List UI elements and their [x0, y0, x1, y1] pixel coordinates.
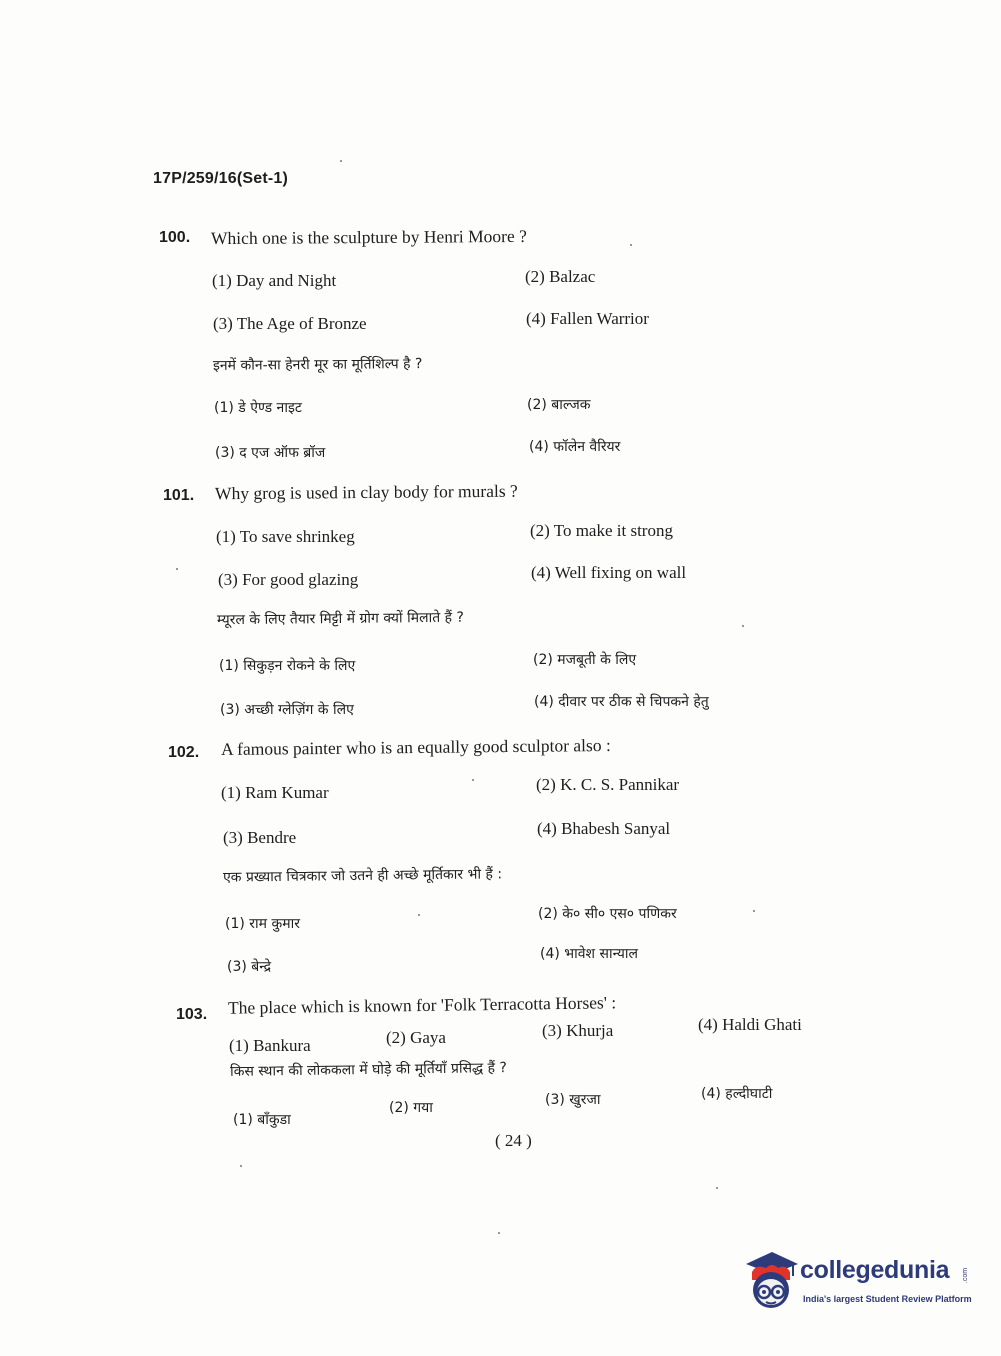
hindi-option-4: (4) फॉलेन वैरियर — [529, 439, 621, 455]
scan-speck — [340, 160, 342, 162]
question-text: Which one is the sculpture by Henri Moore ? — [210, 225, 527, 249]
hindi-option-3: (3) द एज ऑफ ब्रॉज — [215, 445, 326, 461]
hindi-option-1: (1) सिकुड़न रोकने के लिए — [219, 658, 356, 674]
hindi-option-3: (3) खुरजा — [545, 1092, 601, 1108]
brand-tagline: India's largest Student Review Platform — [803, 1294, 972, 1304]
hindi-question-text: म्यूरल के लिए तैयार मिट्टी में ग्रोग क्यों मिलाते हैं ? — [216, 609, 464, 629]
brand-name: collegedunia — [800, 1256, 950, 1284]
hindi-option-4: (4) भावेश सान्याल — [540, 946, 638, 962]
option-2: (2) K. C. S. Pannikar — [536, 775, 680, 794]
scan-speck — [418, 914, 420, 916]
hindi-option-4: (4) हल्दीघाटी — [701, 1086, 773, 1102]
option-2: (2) Gaya — [386, 1028, 446, 1047]
option-1: (1) Day and Night — [212, 271, 337, 290]
scan-speck — [176, 568, 178, 570]
hindi-option-2: (2) के० सी० एस० पणिकर — [538, 906, 677, 922]
hindi-option-4: (4) दीवार पर ठीक से चिपकने हेतु — [534, 694, 709, 710]
option-3: (3) For good glazing — [218, 570, 359, 589]
scan-speck — [753, 910, 755, 912]
hindi-option-3: (3) बेन्द्रे — [227, 959, 272, 975]
question-text: Why grog is used in clay body for murals ? — [214, 480, 518, 504]
option-3: (3) The Age of Bronze — [213, 314, 367, 333]
collegedunia-watermark — [742, 1250, 972, 1312]
option-1: (1) Ram Kumar — [221, 783, 329, 802]
question-number: 101. — [163, 487, 195, 504]
option-1: (1) To save shrinkeg — [216, 527, 355, 546]
option-4: (4) Haldi Ghati — [698, 1015, 802, 1034]
scan-speck — [472, 779, 474, 781]
hindi-question-text: इनमें कौन-सा हेनरी मूर का मूर्तिशिल्प है ? — [212, 356, 423, 374]
option-2: (2) Balzac — [525, 267, 596, 286]
option-3: (3) Khurja — [542, 1021, 614, 1040]
option-1: (1) Bankura — [229, 1036, 311, 1055]
hindi-option-1: (1) बाँकुडा — [233, 1112, 291, 1128]
option-4: (4) Bhabesh Sanyal — [537, 819, 671, 838]
option-4: (4) Well fixing on wall — [531, 563, 687, 582]
collegedunia-mascot-icon — [742, 1250, 800, 1312]
page-number: ( 24 ) — [495, 1131, 532, 1150]
brand-suffix: .com — [962, 1267, 970, 1284]
paper-code: 17P/259/16(Set-1) — [153, 170, 289, 187]
hindi-option-1: (1) डे ऐण्ड नाइट — [214, 400, 302, 416]
hindi-question-text: किस स्थान की लोककला में घोड़े की मूर्तियाँ प्रसिद्ध हैं ? — [229, 1060, 508, 1080]
hindi-question-text: एक प्रख्यात चित्रकार जो उतने ही अच्छे मूर्तिकार भी हैं : — [222, 866, 503, 886]
hindi-option-3: (3) अच्छी ग्लेज़िंग के लिए — [220, 702, 354, 718]
scan-speck — [716, 1187, 718, 1189]
option-4: (4) Fallen Warrior — [526, 309, 649, 328]
question-text: A famous painter who is an equally good sculptor also : — [220, 734, 611, 760]
hindi-option-2: (2) बाल्जक — [527, 397, 591, 413]
question-number: 102. — [168, 744, 200, 761]
option-3: (3) Bendre — [223, 828, 297, 847]
question-number: 100. — [159, 229, 191, 246]
question-number: 103. — [176, 1006, 208, 1023]
option-2: (2) To make it strong — [530, 521, 673, 540]
scan-speck — [498, 1232, 500, 1234]
hindi-option-1: (1) राम कुमार — [225, 916, 300, 932]
hindi-option-2: (2) गया — [389, 1100, 433, 1116]
scan-speck — [630, 244, 632, 246]
hindi-option-2: (2) मजबूती के लिए — [533, 652, 637, 668]
question-text: The place which is known for 'Folk Terracotta Horses' : — [227, 992, 617, 1018]
scan-speck — [240, 1165, 242, 1167]
scan-speck — [742, 625, 744, 627]
